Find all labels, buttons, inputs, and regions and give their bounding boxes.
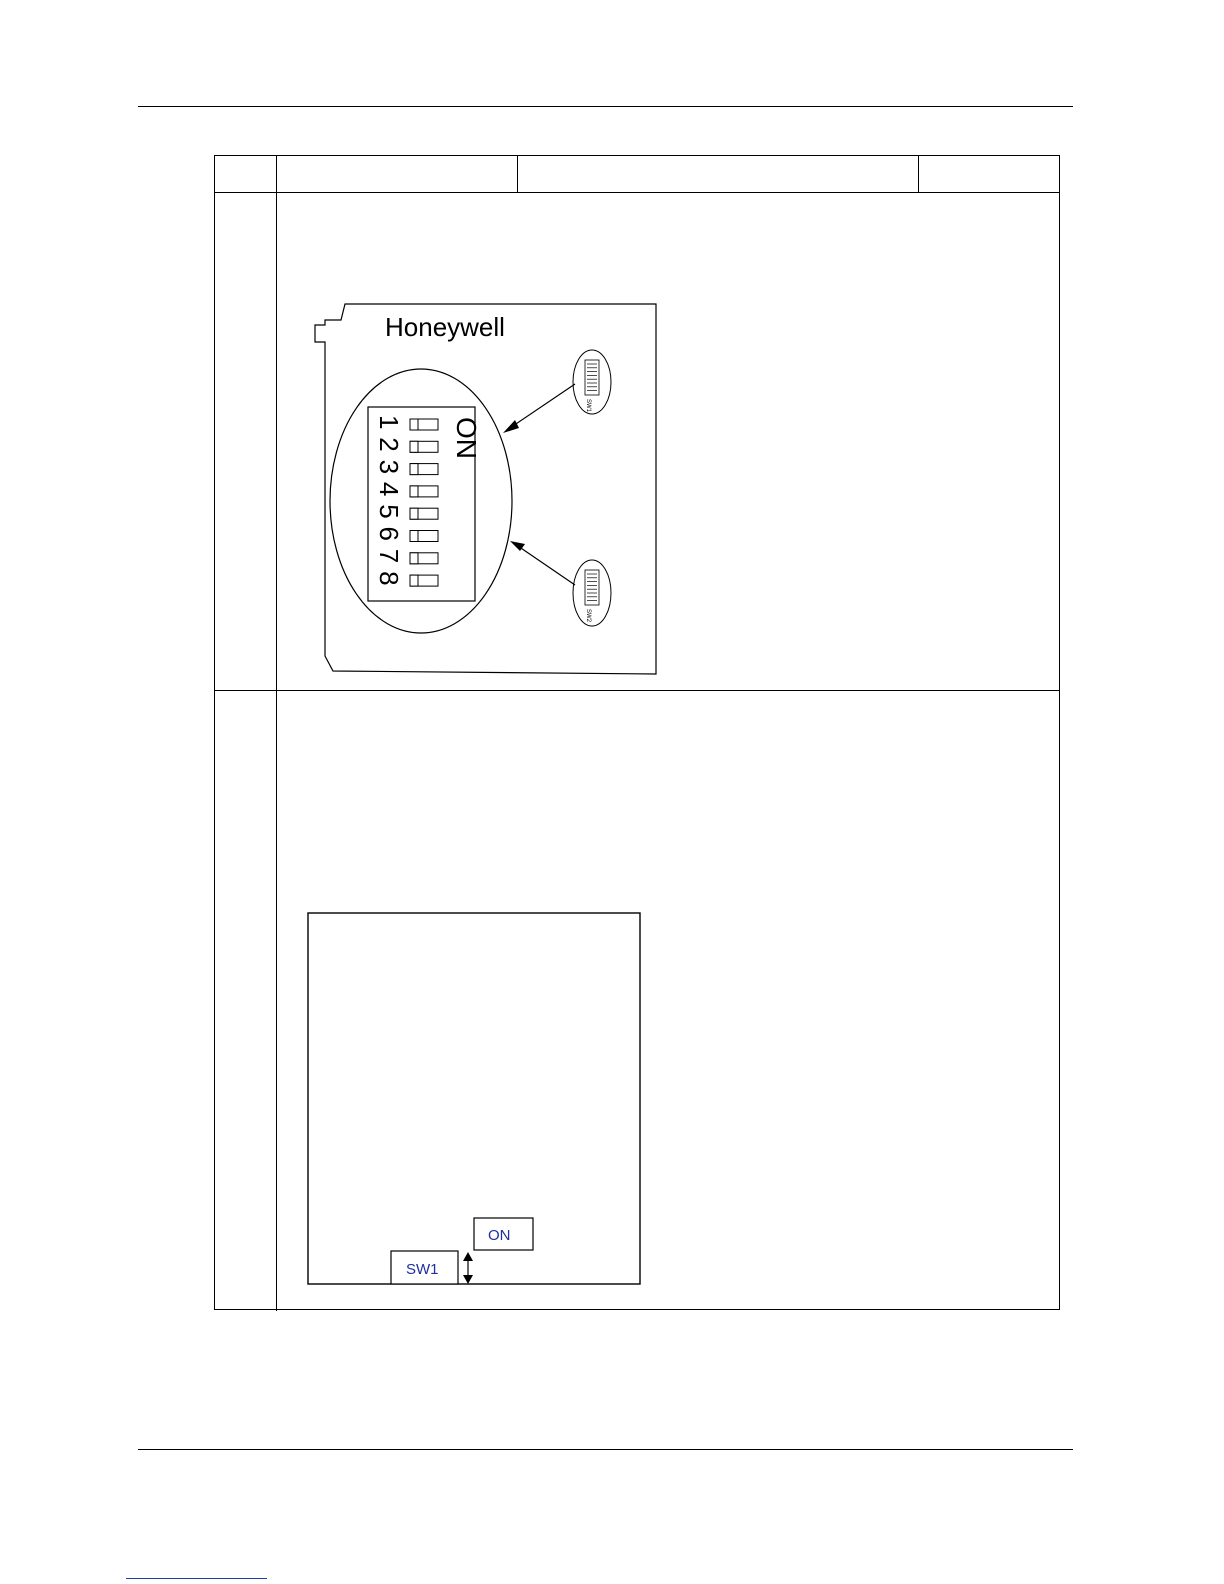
step-column-divider xyxy=(276,156,277,1311)
footer-link-underline[interactable] xyxy=(126,1578,267,1579)
dip-switch-number: 8 xyxy=(374,571,404,586)
dip-switch-number: 6 xyxy=(374,526,404,541)
small-switch-bottom xyxy=(585,570,599,605)
dip-switch-knob xyxy=(410,419,418,430)
dip-switch-number: 5 xyxy=(374,504,404,519)
arrow-bottom-line xyxy=(515,544,575,585)
dip-switch-knob xyxy=(410,464,418,475)
board-outline xyxy=(315,304,656,674)
brand-label: Honeywell xyxy=(385,312,505,342)
dip-switch-number: 2 xyxy=(374,437,404,452)
double-arrow-down-head xyxy=(463,1275,473,1284)
dip-switch-number: 3 xyxy=(374,459,404,475)
row-1-divider xyxy=(215,690,1059,691)
header-rule xyxy=(138,106,1073,107)
dip-switch-knob xyxy=(410,508,418,519)
arrow-top-line xyxy=(507,384,575,430)
header-column-divider-2 xyxy=(517,156,518,192)
sw1-location-figure xyxy=(307,912,643,1287)
dip-switch-knob xyxy=(410,553,418,564)
dip-switch-knob xyxy=(410,575,418,586)
sw1-label: SW1 xyxy=(406,1261,439,1278)
dip-switch-knob xyxy=(410,441,418,452)
dip-switch-number: 1 xyxy=(374,415,404,430)
footer-rule xyxy=(138,1449,1073,1450)
dip-switch-rows xyxy=(374,415,438,586)
header-column-divider-3 xyxy=(918,156,919,192)
small-switch-top xyxy=(585,360,599,395)
small-switch-top-label: SW1 xyxy=(585,399,591,413)
double-arrow-up-head xyxy=(463,1252,473,1261)
on-label: ON xyxy=(488,1227,511,1244)
dip-switch-figure xyxy=(305,298,665,680)
dip-switch-knob xyxy=(410,486,418,497)
dip-switch-number: 4 xyxy=(374,481,404,497)
switch-on-label: ON xyxy=(451,417,482,459)
dip-switch-number: 7 xyxy=(374,548,404,564)
dip-switch-knob xyxy=(410,531,418,542)
small-switch-bottom-label: SW2 xyxy=(585,609,591,623)
header-row-divider xyxy=(215,192,1059,193)
arrow-top-head xyxy=(503,420,519,433)
switch-detail-ellipse xyxy=(330,369,512,633)
